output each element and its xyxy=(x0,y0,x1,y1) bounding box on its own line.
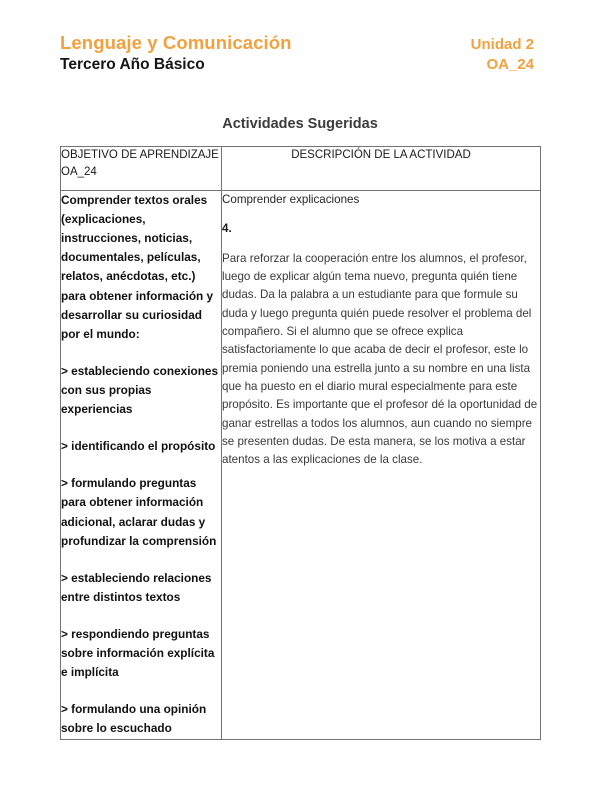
objective-item-0: > estableciendo conexiones con sus propias experiencias xyxy=(61,363,219,417)
activities-table xyxy=(60,146,541,740)
objective-item-1: > identificando el propósito xyxy=(61,439,216,454)
activity-title: Comprender explicaciones xyxy=(222,193,360,206)
document-header xyxy=(60,32,534,75)
column-header-objective: OBJETIVO DE APRENDIZAJE OA_24 xyxy=(61,147,222,191)
oa-code-label: OA_24 xyxy=(486,56,534,74)
activity-number: 4. xyxy=(222,222,232,236)
header-row-primary xyxy=(60,32,534,54)
objective-item-5: > formulando una opinión sobre lo escuchado xyxy=(61,702,207,736)
section-title: Actividades Sugeridas xyxy=(222,116,378,132)
objective-item-4: > respondiendo preguntas sobre información explícita e implícita xyxy=(61,626,215,680)
objective-item-3: > estableciendo relaciones entre distintos textos xyxy=(61,570,212,604)
table-row xyxy=(61,191,541,740)
column-header-description: DESCRIPCIÓN DE LA ACTIVIDAD xyxy=(222,147,541,191)
table-header-row xyxy=(61,147,541,191)
objective-item-2: > formulando preguntas para obtener información adicional, aclarar dudas y profundizar la comprensión xyxy=(61,476,217,548)
subject-title: Lenguaje y Comunicación xyxy=(60,32,292,53)
unit-label: Unidad 2 xyxy=(470,36,534,53)
grade-title: Tercero Año Básico xyxy=(60,56,205,74)
objective-intro: Comprender textos orales (explicaciones, instrucciones, noticias, documentales, películas, relatos, anécdotas, etc.) para obtener información y desarrollar su curiosidad por el mundo: xyxy=(61,193,214,341)
description-cell xyxy=(222,191,541,740)
objective-cell xyxy=(61,191,222,740)
activity-body: Para reforzar la cooperación entre los alumnos, el profesor, luego de explicar algún tema nuevo, pregunta quién tiene dudas. Da la palabra a un estudiante para que formule su duda y luego pregunta quién puede resolver el problema del compañero. Si el alumno que se ofrece explica satisfactoriamente lo que acaba de decir el profesor, este lo premia poniendo una estrella junto a su nombre en una lista que ha puesto en el diario mural especialmente para este propósito. Es importante que el profesor dé la oportunidad de ganar estrellas a todos los alumnos, aun cuando no siempre se presenten dudas. De esta manera, se los motiva a estar atentos a las explicaciones de la clase. xyxy=(222,251,538,467)
header-row-secondary xyxy=(60,56,534,75)
